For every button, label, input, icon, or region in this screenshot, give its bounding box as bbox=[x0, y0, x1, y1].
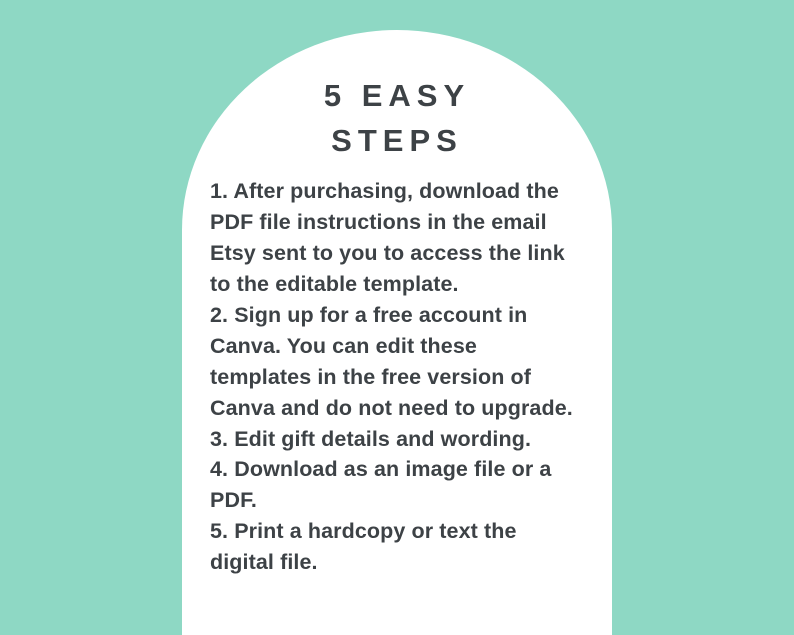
list-item: 2. Sign up for a free account in Canva. You can edit these templates in the free version of Canva and do not need to upgrade. bbox=[210, 302, 573, 420]
page-title: 5 EASY STEPS bbox=[323, 78, 471, 158]
list-item: 4. Download as an image file or a PDF. bbox=[210, 457, 552, 513]
list-item: 3. Edit gift details and wording. bbox=[210, 426, 532, 451]
arch-card bbox=[182, 30, 612, 635]
steps-list bbox=[208, 176, 586, 578]
list-item: 1. After purchasing, download the PDF file instructions in the email Etsy sent to you to access the link to the editable template. bbox=[210, 178, 565, 296]
list-item: 5. Print a hardcopy or text the digital file. bbox=[210, 519, 517, 575]
